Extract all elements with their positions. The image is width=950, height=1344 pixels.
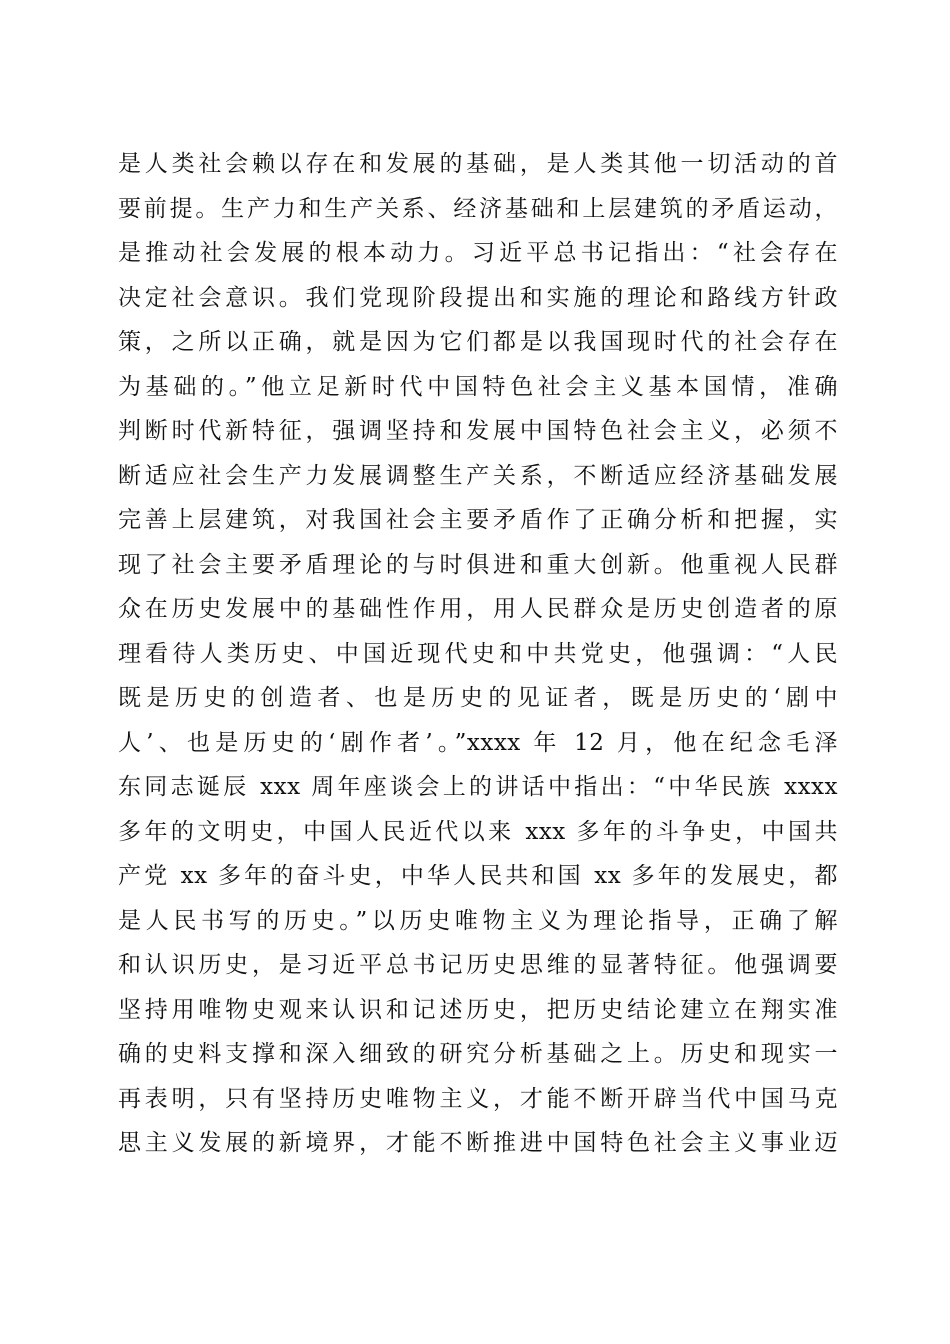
text-line: 现了社会主要矛盾理论的与时俱进和重大创新。他重视人民群: [118, 551, 838, 578]
text-line: 众在历史发展中的基础性作用，用人民群众是历史创造者的原: [118, 596, 838, 622]
text-line: 理看待人类历史、中国近现代史和中共党史，他强调：“人民: [118, 640, 838, 667]
text-line: 坚持用唯物史观来认识和记述历史，把历史结论建立在翔实准: [118, 996, 838, 1023]
text-line: 确的史料支撑和深入细致的研究分析基础之上。历史和现实一: [118, 1041, 838, 1067]
text-line: 要前提。生产力和生产关系、经济基础和上层建筑的矛盾运动，: [118, 195, 838, 222]
body-paragraph: [118, 142, 838, 1166]
text-line: 断适应社会生产力发展调整生产关系，不断适应经济基础发展: [118, 462, 838, 489]
text-line: 决定社会意识。我们党现阶段提出和实施的理论和路线方针政: [118, 284, 838, 311]
text-line: 既是历史的创造者、也是历史的见证者，既是历史的‘剧中: [118, 685, 838, 711]
text-line: 完善上层建筑，对我国社会主要矛盾作了正确分析和把握，实: [118, 507, 838, 533]
text-line: 思主义发展的新境界，才能不断推进中国特色社会主义事业迈: [118, 1130, 838, 1156]
text-line: 人’、也是历史的‘剧作者’。”xxxx 年 12 月，他在纪念毛泽: [118, 729, 838, 756]
text-line: 产党 xx 多年的奋斗史，中华人民共和国 xx 多年的发展史，都: [118, 863, 838, 889]
text-line: 为基础的。”他立足新时代中国特色社会主义基本国情，准确: [118, 373, 838, 400]
text-line: 东同志诞辰 xxx 周年座谈会上的讲话中指出：“中华民族 xxxx: [118, 774, 838, 800]
text-line: 再表明，只有坚持历史唯物主义，才能不断开辟当代中国马克: [118, 1085, 838, 1112]
text-line: 和认识历史，是习近平总书记历史思维的显著特征。他强调要: [118, 952, 838, 978]
text-line: 是推动社会发展的根本动力。习近平总书记指出：“社会存在: [118, 240, 838, 266]
text-line: 多年的文明史，中国人民近代以来 xxx 多年的斗争史，中国共: [118, 818, 838, 845]
text-line: 是人类社会赖以存在和发展的基础，是人类其他一切活动的首: [118, 151, 838, 177]
text-line: 是人民书写的历史。”以历史唯物主义为理论指导，正确了解: [118, 907, 838, 934]
text-line: 策，之所以正确，就是因为它们都是以我国现时代的社会存在: [118, 329, 838, 355]
text-line: 判断时代新特征，强调坚持和发展中国特色社会主义，必须不: [118, 418, 838, 444]
